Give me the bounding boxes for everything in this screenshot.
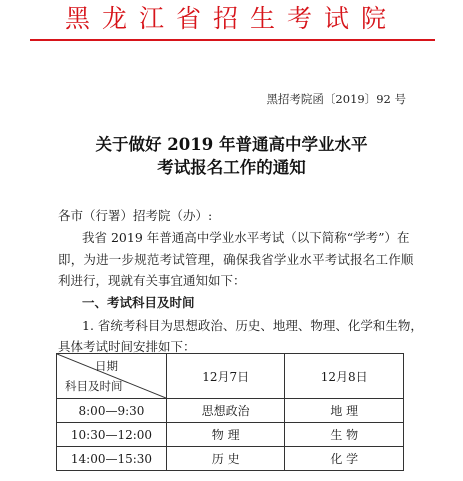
subject-cell: 化 学	[285, 447, 404, 471]
table-corner-cell	[57, 354, 167, 399]
corner-label-subject-time: 科目及时间	[65, 379, 123, 393]
document-title-line-2: 考试报名工作的通知	[157, 158, 306, 177]
organization-header: 黑龙江省招生考试院	[64, 4, 398, 33]
paragraph-1-line-2: 即，为进一步规范考试管理，确保我省学业水平考试报名工作顺	[58, 252, 414, 267]
time-cell: 10:30—12:00	[57, 423, 167, 447]
table-row	[57, 423, 404, 447]
paragraph-2-line-1: 1. 省统考科目为思想政治、历史、地理、物理、化学和生物，	[82, 318, 423, 333]
table-header-row	[57, 354, 404, 399]
time-cell: 8:00—9:30	[57, 399, 167, 423]
time-cell: 14:00—15:30	[57, 447, 167, 471]
subject-cell: 历 史	[166, 447, 285, 471]
paragraph-2-line-2: 具体考试时间安排如下：	[58, 339, 196, 354]
subject-cell: 思想政治	[166, 399, 285, 423]
subject-cell: 生 物	[285, 423, 404, 447]
salutation: 各市（行署）招考院（办）:	[58, 208, 213, 223]
paragraph-1-line-3: 利进行，现就有关事宜通知如下：	[58, 273, 246, 288]
column-header-day-2: 12月8日	[285, 354, 404, 399]
exam-schedule-table	[56, 353, 404, 471]
subject-cell: 地 理	[285, 399, 404, 423]
table-row	[57, 399, 404, 423]
table-row	[57, 447, 404, 471]
document-title-line-1: 关于做好 2019 年普通高中学业水平	[95, 135, 368, 154]
subject-cell: 物 理	[166, 423, 285, 447]
document-number: 黑招考院函〔2019〕92 号	[266, 92, 406, 106]
paragraph-1-line-1: 我省 2019 年普通高中学业水平考试（以下简称“学考”）在	[82, 230, 410, 245]
section-heading: 一、考试科目及时间	[82, 295, 195, 310]
column-header-day-1: 12月7日	[166, 354, 285, 399]
header-red-rule	[30, 39, 435, 41]
corner-label-date: 日期	[95, 359, 118, 373]
